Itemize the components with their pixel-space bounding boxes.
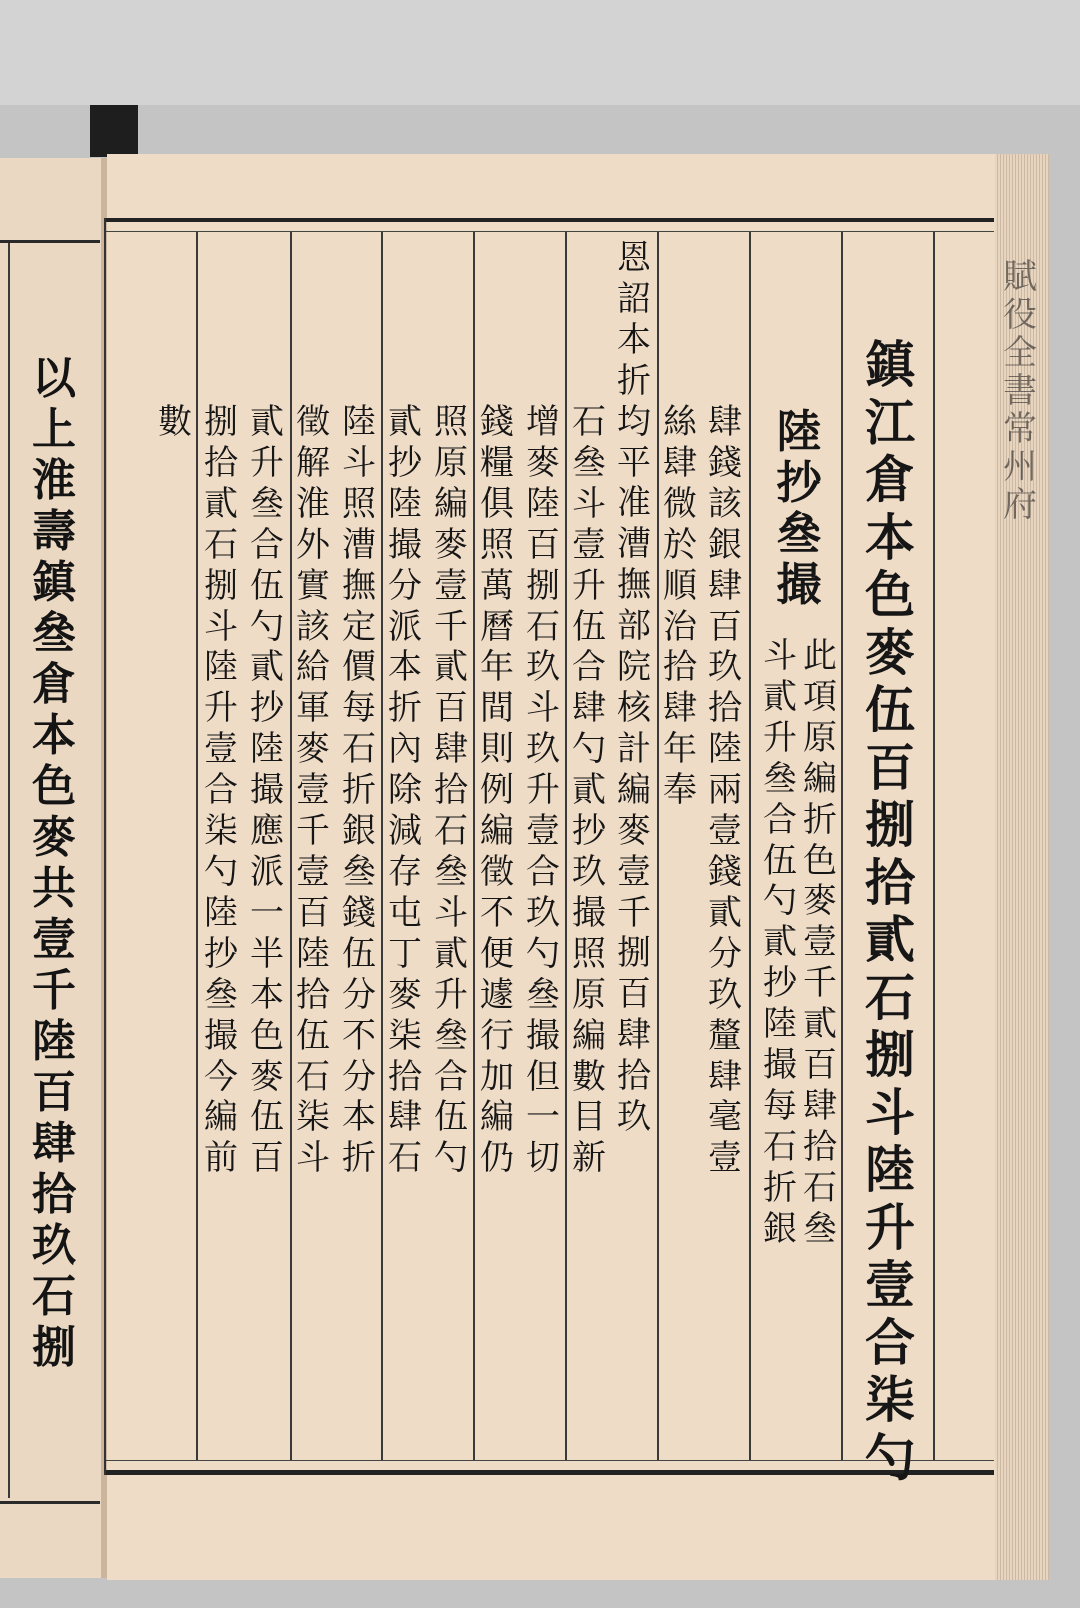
text-column-raised: 恩詔本折均平准漕撫部院核計編麥壹千捌百肆拾玖 bbox=[617, 238, 651, 1138]
text-column: 肆錢該銀肆百玖拾陸兩壹錢貳分玖釐肆毫壹 bbox=[708, 402, 742, 1179]
text-column: 絲肆微於順治拾肆年奉 bbox=[663, 402, 697, 811]
text-column: 徵解淮外實該給軍麥壹千壹百陸拾伍石柒斗 bbox=[296, 402, 330, 1179]
title-continuation: 陸抄叄撮 bbox=[776, 405, 822, 611]
left-page-column: 以上淮壽鎮叄倉本色麥共壹千陸百肆拾玖石捌 bbox=[32, 353, 76, 1373]
text-column: 斗貳升叄合伍勺貳抄陸撮每石折銀 bbox=[763, 636, 797, 1249]
column-rule bbox=[657, 232, 659, 1460]
title-column: 鎮江倉本色麥伍百捌拾貳石捌斗陸升壹合柒勺 bbox=[865, 335, 915, 1487]
text-column: 貳抄陸撮分派本折內除減存屯丁麥柒拾肆石 bbox=[388, 402, 422, 1179]
column-rule bbox=[381, 232, 383, 1460]
bookmark-tab bbox=[90, 105, 138, 157]
frame-top-rule bbox=[104, 218, 994, 222]
column-rule bbox=[290, 232, 292, 1460]
column-rule bbox=[565, 232, 567, 1460]
text-column: 貳升叄合伍勺貳抄陸撮應派一半本色麥伍百 bbox=[250, 402, 284, 1179]
text-column: 照原編麥壹千貳百肆拾石叄斗貳升叄合伍勺 bbox=[434, 402, 468, 1179]
text-column: 石叄斗壹升伍合肆勺貳抄玖撮照原編數目新 bbox=[572, 402, 606, 1179]
left-page bbox=[0, 158, 104, 1578]
column-rule bbox=[841, 232, 843, 1460]
text-column: 數 bbox=[158, 402, 192, 442]
frame-top-inner-rule bbox=[104, 231, 994, 232]
text-column: 陸斗照漕撫定價每石折銀叄錢伍分不分本折 bbox=[342, 402, 376, 1179]
text-column: 捌拾貳石捌斗陸升壹合柒勺陸抄叄撮今編前 bbox=[204, 402, 238, 1179]
text-column: 錢糧俱照萬曆年間則例編徵不便遽行加編仍 bbox=[480, 402, 514, 1179]
column-rule bbox=[933, 232, 935, 1460]
column-rule bbox=[473, 232, 475, 1460]
column-rule bbox=[749, 232, 751, 1460]
frame-left-rule bbox=[104, 218, 106, 1475]
left-page-rule bbox=[8, 243, 10, 1498]
edge-text: 賦役全書 常州府 bbox=[1003, 257, 1037, 525]
column-rule bbox=[196, 232, 198, 1460]
scan-background-top bbox=[0, 0, 1080, 105]
text-column: 增麥陸百捌石玖斗玖升壹合玖勺叄撮但一切 bbox=[526, 402, 560, 1179]
text-column: 此項原編折色麥壹千貳百肆拾石叄 bbox=[803, 636, 837, 1249]
